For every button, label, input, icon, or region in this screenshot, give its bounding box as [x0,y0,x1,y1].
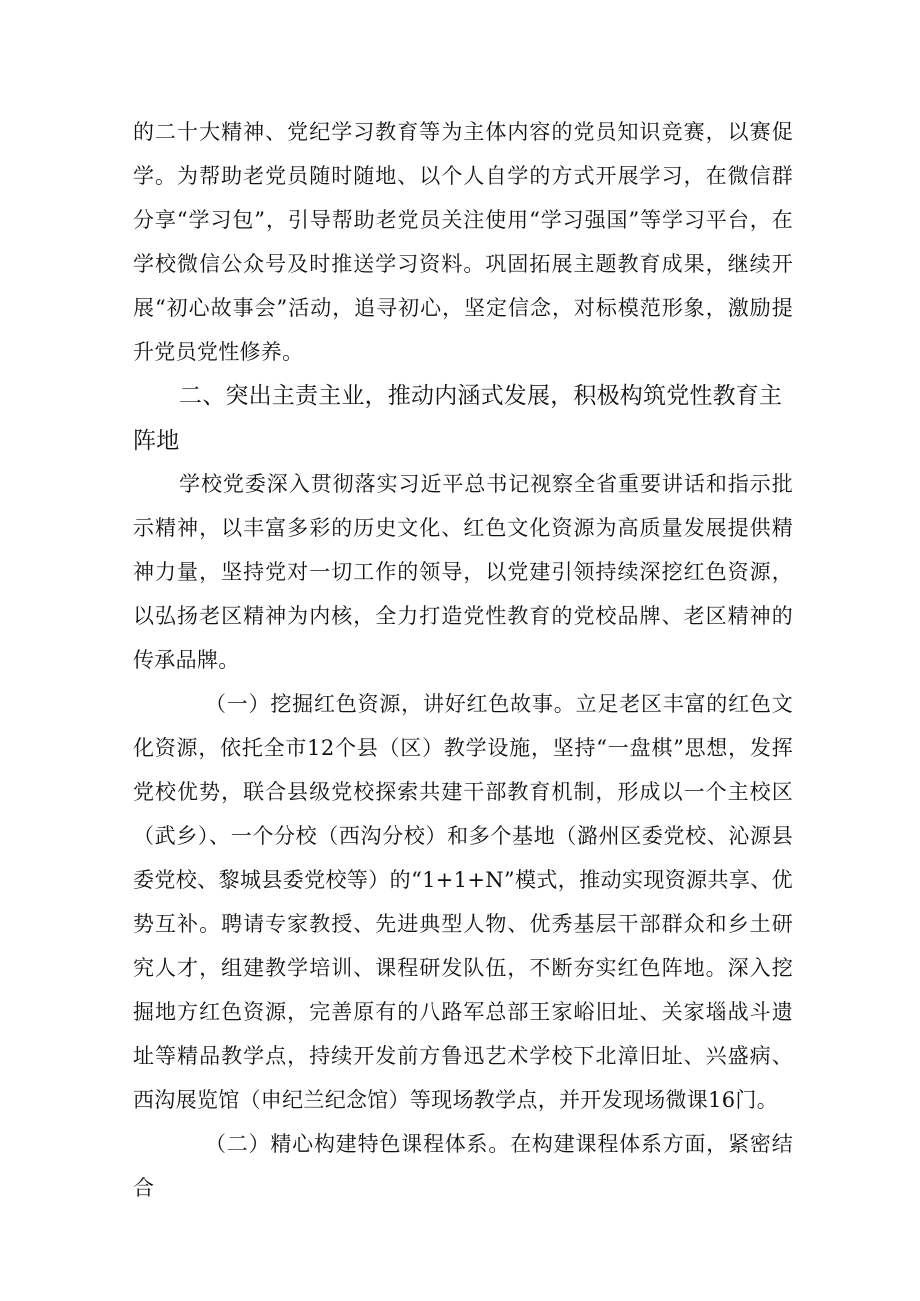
body-paragraph-2: 学校党委深入贯彻落实习近平总书记视察全省重要讲话和指示批示精神，以丰富多彩的历史文化、红色文化资源为高质量发展提供精神力量，坚持党对一切工作的领导，以党建引领持续深挖红色资源，以弘扬老区精神为内核，全力打造党性教育的党校品牌、老区精神的传承品牌。 [133,472,793,672]
body-paragraph-4: （二）精心构建特色课程体系。在构建课程体系方面，紧密结合 [133,1132,793,1200]
body-paragraph-1: 的二十大精神、党纪学习教育等为主体内容的党员知识竞赛，以赛促学。为帮助老党员随时随地、以个人自学的方式开展学习，在微信群分享“学习包”，引导帮助老党员关注使用“学习强国”等学习平台，在学校微信公众号及时推送学习资料。巩固拓展主题教育成果，继续开展“初心故事会”活动，追寻初心，坚定信念，对标模范形象，激励提升党员党性修养。 [133,120,793,364]
section-heading-2: 二、突出主责主业，推动内涵式发展，积极构筑党性教育主阵地 [133,383,783,454]
body-paragraph-3: （一）挖掘红色资源，讲好红色故事。立足老区丰富的红色文化资源，依托全市12个县（区）教学设施，坚持“一盘棋”思想，发挥党校优势，联合县级党校探索共建干部教育机制，形成以一个主校区（武乡）、一个分校（西沟分校）和多个基地（潞州区委党校、沁源县委党校、黎城县委党校等）的“1+1+N”模式，推动实现资源共享、优势互补。聘请专家教授、先进典型人物、优秀基层干部群众和乡土研究人才，组建教学培训、课程研发队伍，不断夯实红色阵地。深入挖掘地方红色资源，完善原有的八路军总部王家峪旧址、关家堖战斗遗址等精品教学点，持续开发前方鲁迅艺术学校下北漳旧址、兴盛病、西沟展览馆（申纪兰纪念馆）等现场教学点，并开发现场微课16门。 [133,692,793,1112]
